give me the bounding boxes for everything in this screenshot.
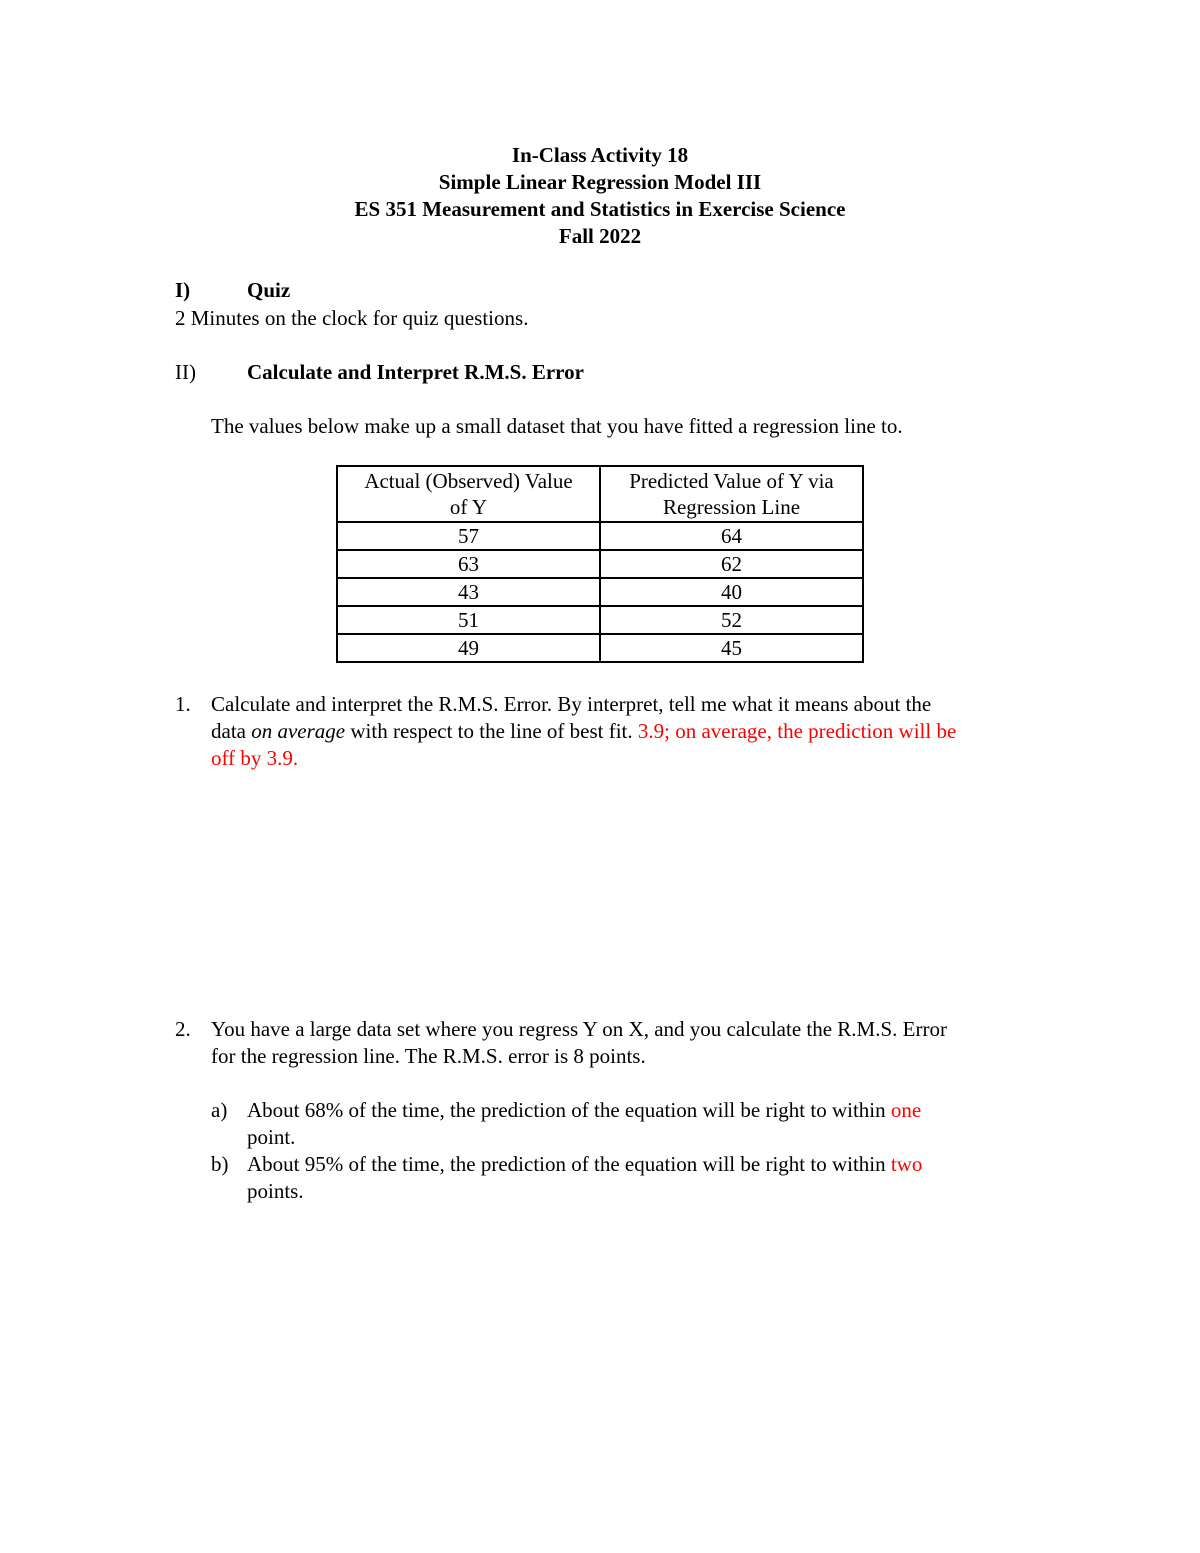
question-2-line-1: You have a large data set where you regress Y on X, and you calculate the R.M.S. Error [211, 1017, 947, 1041]
section-title: Quiz [247, 278, 291, 302]
table-row [337, 634, 863, 662]
section-title: Calculate and Interpret R.M.S. Error [247, 360, 584, 384]
answer-text: 3.9; on average, the prediction will be [637, 719, 957, 743]
column-header-predicted: Predicted Value of Y via Regression Line [600, 466, 863, 522]
predicted-value: 45 [600, 634, 863, 662]
sub-item-b-letter: b) [211, 1152, 229, 1176]
sub-item-a-letter: a) [211, 1098, 228, 1122]
question-1-line-1: Calculate and interpret the R.M.S. Error. By interpret, tell me what it means about the [211, 692, 932, 716]
activity-title: In-Class Activity 18 [511, 143, 689, 167]
table-row [337, 578, 863, 606]
question-2-line-2: for the regression line. The R.M.S. error is 8 points. [211, 1044, 646, 1068]
column-header-actual: Actual (Observed) Value of Y [337, 466, 600, 522]
answer-text: one [890, 1098, 922, 1122]
section-rms-heading [175, 359, 584, 386]
document-header [0, 142, 1200, 250]
sub-item-a: About 68% of the time, the prediction of the equation will be right to within one point. [247, 1098, 922, 1149]
question-1 [211, 691, 1061, 772]
course-title: ES 351 Measurement and Statistics in Exercise Science [354, 197, 846, 221]
section-number: I) [175, 278, 191, 302]
dataset-intro: The values below make up a small dataset that you have fitted a regression line to. [211, 414, 903, 438]
values-table [336, 465, 864, 663]
question-2 [211, 1016, 1061, 1070]
predicted-value: 64 [600, 522, 863, 550]
answer-text-continued: off by 3.9. [211, 746, 299, 770]
table-row [337, 550, 863, 578]
section-number: II) [175, 360, 196, 384]
table-header-row [337, 466, 863, 522]
predicted-value: 52 [600, 606, 863, 634]
actual-value: 57 [337, 522, 600, 550]
quiz-instructions: 2 Minutes on the clock for quiz questions. [175, 306, 529, 330]
actual-value: 63 [337, 550, 600, 578]
table-row [337, 606, 863, 634]
answer-text: two [890, 1152, 923, 1176]
topic-title: Simple Linear Regression Model III [438, 170, 762, 194]
sub-item-b: About 95% of the time, the prediction of the equation will be right to within two points. [247, 1152, 923, 1203]
section-quiz-heading [175, 277, 290, 304]
actual-value: 51 [337, 606, 600, 634]
question-1-number: 1. [175, 692, 191, 716]
table-row [337, 522, 863, 550]
predicted-value: 62 [600, 550, 863, 578]
question-1-line-2: data on average with respect to the line of best fit. 3.9; on average, the prediction will be [211, 719, 957, 743]
term-label: Fall 2022 [558, 224, 642, 248]
emphasis-text: on average [251, 719, 346, 743]
predicted-value: 40 [600, 578, 863, 606]
actual-value: 43 [337, 578, 600, 606]
actual-value: 49 [337, 634, 600, 662]
question-2-number: 2. [175, 1017, 191, 1041]
